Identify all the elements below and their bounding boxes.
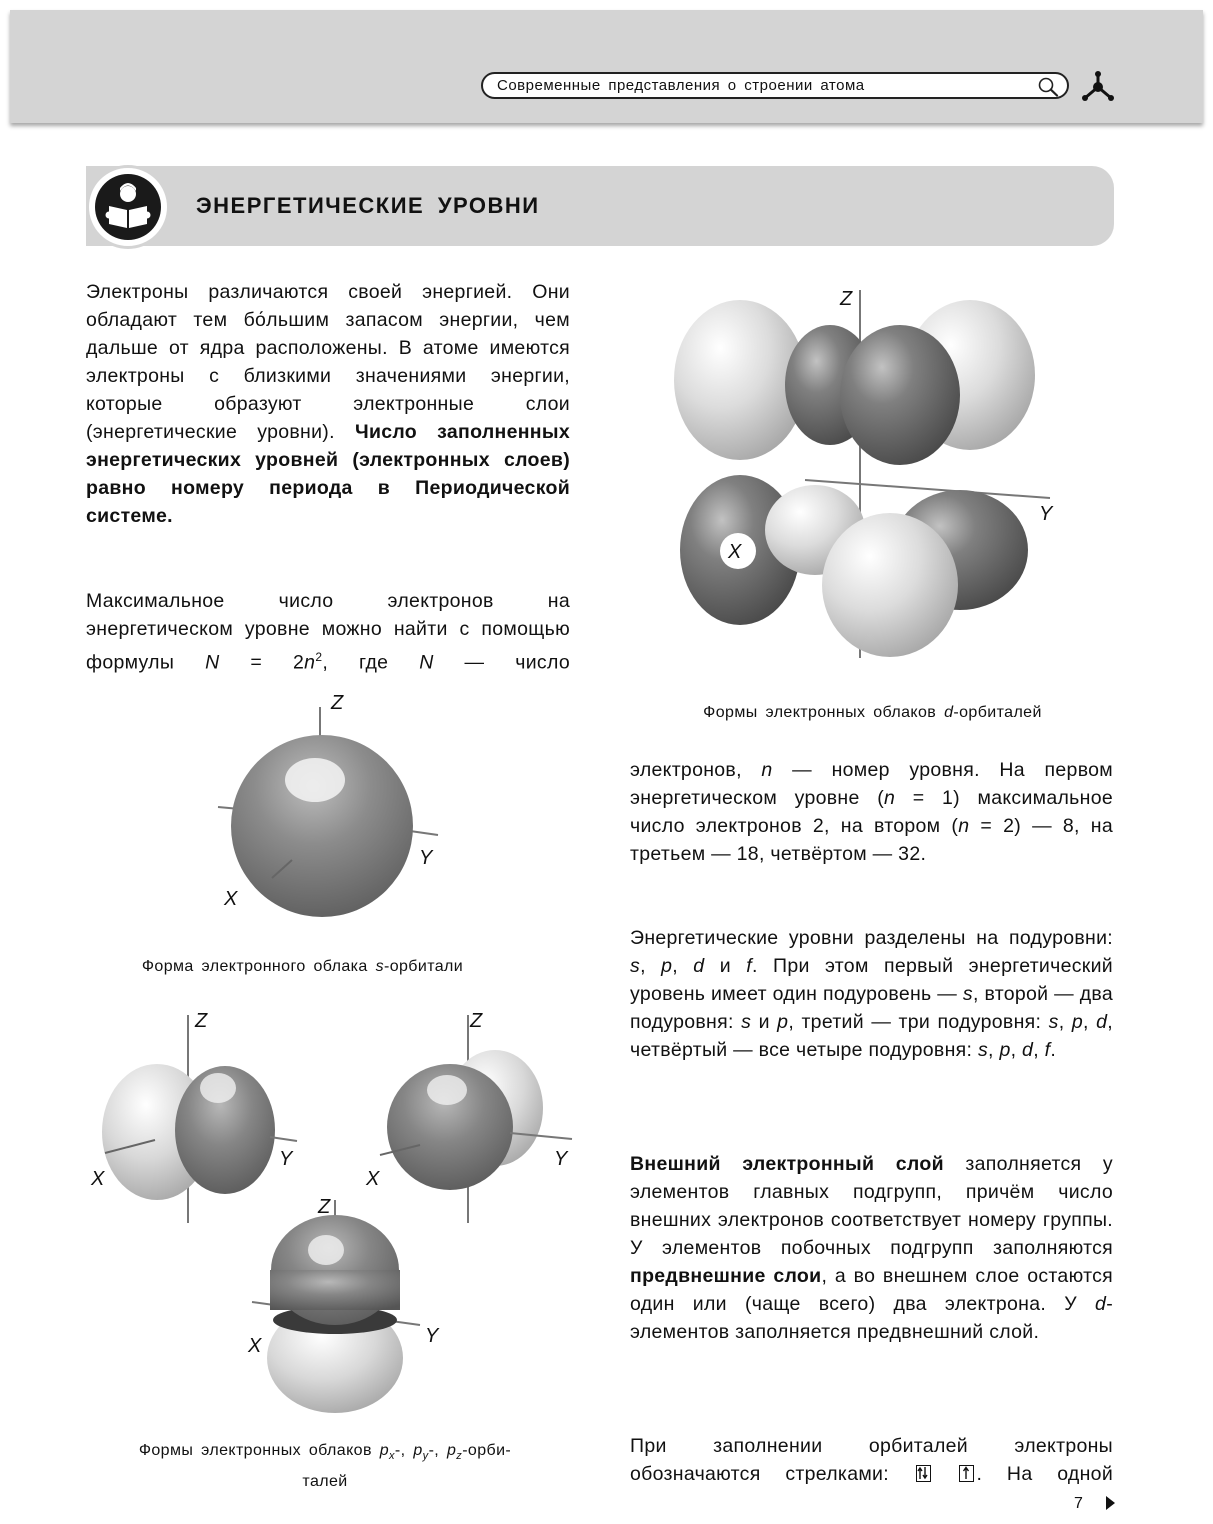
caption-italic: p	[446, 1442, 457, 1459]
italic-term: s	[977, 1039, 989, 1061]
italic-term: n	[958, 815, 970, 837]
paragraph-bold-rule: Число заполненных энергетических уровней (электронных слоев) равно номеру периода в Периодической системе.	[86, 421, 570, 527]
bold-term: предвнешние слои	[630, 1265, 822, 1287]
paragraph-energy-levels	[86, 278, 570, 530]
axis-label-z: Z	[318, 1196, 331, 1218]
search-box[interactable]	[481, 72, 1069, 99]
s-orbital-figure	[210, 685, 460, 925]
caption-p-orbitals	[60, 1438, 590, 1494]
axis-label-z: Z	[331, 692, 344, 714]
italic-term: s	[962, 983, 973, 1005]
caption-s-orbital	[70, 958, 535, 976]
paragraph-text: . При этом первый энергетический уровень имеет один подуровень —	[630, 955, 1113, 1005]
axis-label-z: Z	[195, 1010, 208, 1032]
lobe-dark	[840, 325, 960, 465]
paragraph-text: , третий — три подуровня:	[788, 1011, 1049, 1033]
italic-term: p	[999, 1039, 1011, 1061]
axis-label-z: Z	[840, 288, 853, 310]
italic-term: n	[884, 787, 896, 809]
caption-sub: x	[389, 1450, 395, 1463]
d-orbitals-figure	[665, 280, 1065, 665]
paragraph-text: Максимальное число электронов на энергетическом уровне можно найти с помощью формулы	[86, 590, 570, 674]
caption-text: -орбиталей	[953, 704, 1042, 721]
bold-term: Внешний электронный слой	[630, 1153, 944, 1175]
axis-label-y: Y	[554, 1148, 568, 1170]
paragraph-text: , второй — два подуровня:	[630, 983, 1113, 1033]
paragraph-text: электронов,	[630, 759, 762, 781]
caption-sub: z	[456, 1450, 463, 1463]
italic-term: p	[1071, 1011, 1083, 1033]
paragraph-text: Энергетические уровни разделены на подуровни:	[630, 927, 1113, 949]
formula-where: , где	[322, 651, 389, 674]
formula-N2: N	[419, 651, 434, 674]
formula-exp: 2	[315, 650, 323, 664]
lobe-light	[822, 513, 958, 657]
axis-label-y: Y	[419, 847, 433, 869]
caption-text: -орби-	[462, 1442, 512, 1459]
caption-text: Формы электронных облаков	[138, 1442, 380, 1459]
search-icon[interactable]	[1037, 77, 1059, 97]
italic-term: s	[630, 955, 641, 977]
paragraph-text: , а во внешнем слое остаются один или (чаще всего) два электрона. У	[630, 1265, 1113, 1315]
running-header	[10, 10, 1203, 123]
caption-text: -,	[428, 1442, 447, 1459]
caption-text: Форма электронного облака	[141, 958, 376, 975]
italic-term: f	[1044, 1039, 1051, 1061]
paragraph-text: заполняется у элементов главных подгрупп, причём число внешних электронов соответствует номеру группы. У элементов побочных подгрупп заполняются	[630, 1153, 1113, 1259]
paragraph-text: = 1) максимальное число электронов 2, на втором (	[630, 787, 1113, 837]
italic-term: d	[1096, 1011, 1108, 1033]
axis-label-x: X	[728, 541, 742, 563]
axis-label-x: X	[224, 888, 238, 910]
italic-term: p	[777, 1011, 789, 1033]
paragraph-text-end: . На одной	[976, 1463, 1114, 1485]
next-page-arrow-icon[interactable]	[1104, 1495, 1116, 1511]
paragraph-levels-count	[630, 756, 1113, 868]
italic-term: f	[746, 955, 752, 977]
axis-label-z: Z	[470, 1010, 483, 1032]
paragraph-text: и	[751, 1011, 778, 1033]
section-title: ЭНЕРГЕТИЧЕСКИЕ УРОВНИ	[196, 193, 540, 218]
caption-text: -орбитали	[383, 958, 464, 975]
paragraph-text: ,	[672, 955, 694, 977]
italic-term: d	[1022, 1039, 1034, 1061]
caption-d-orbitals	[600, 704, 1145, 722]
axis-label-y: Y	[425, 1325, 439, 1347]
paragraph-text-end: — число	[433, 651, 571, 674]
paragraph-text: Электроны различаются своей энергией. Они обладают тем бо́льшим запасом энергии, чем дальше от ядра расположены. В атоме имеются электроны с близкими значениями энергии, которые образуют электронные слои (энергетические уровни).	[86, 281, 570, 443]
paragraph-text: ,	[1010, 1039, 1023, 1061]
caption-italic: d	[944, 704, 954, 721]
italic-term: n	[761, 759, 773, 781]
caption-text: -,	[394, 1442, 414, 1459]
axis-label-x: X	[248, 1335, 262, 1357]
running-header-title: Современные представления о строении атома	[497, 77, 865, 94]
paragraph-text: , четвёртый — все четыре подуровня:	[630, 1011, 1114, 1061]
single-electron-icon	[959, 1465, 974, 1482]
paragraph-sublevels	[630, 924, 1113, 1064]
caption-italic: p	[413, 1442, 423, 1459]
paragraph-text: = 2) — 8, на третьем — 18, четвёртом — 32.	[630, 815, 1113, 865]
section-icon-badge	[86, 165, 170, 249]
formula-n: n	[304, 651, 316, 674]
axis-label-y: Y	[1039, 503, 1053, 525]
paragraph-text: — номер уровня. На первом энергетическом уровне (	[630, 759, 1113, 809]
reader-icon	[93, 172, 163, 242]
italic-term: p	[661, 955, 673, 977]
paragraph-text: ,	[640, 955, 662, 977]
axis-label-x: X	[366, 1168, 380, 1190]
caption-text: талей	[302, 1473, 348, 1491]
axis-label-x: X	[91, 1168, 105, 1190]
paragraph-text: ,	[988, 1039, 1000, 1061]
paragraph-text: ,	[1058, 1011, 1072, 1033]
paragraph-outer-layer	[630, 1150, 1113, 1346]
italic-term: d	[1095, 1293, 1107, 1315]
paragraph-text: При заполнении орбиталей электроны обозначаются стрелками:	[630, 1435, 1113, 1485]
pz-orbital-figure	[240, 1190, 470, 1420]
caption-text: Формы электронных облаков	[703, 704, 945, 721]
formula-N: N	[205, 651, 220, 674]
paragraph-text: и	[704, 955, 747, 977]
formula-eq: = 2	[219, 651, 305, 674]
italic-term: s	[1048, 1011, 1059, 1033]
italic-term: s	[741, 1011, 752, 1033]
paragraph-text: ,	[1083, 1011, 1097, 1033]
paragraph-max-electrons	[86, 587, 570, 677]
page-number: 7	[1074, 1495, 1083, 1512]
paragraph-arrows	[630, 1432, 1113, 1488]
paired-electrons-icon	[916, 1465, 931, 1482]
axis-label-y: Y	[279, 1148, 293, 1170]
paragraph-text: .	[1050, 1039, 1057, 1061]
caption-italic: p	[379, 1442, 390, 1459]
paragraph-text: ,	[1033, 1039, 1045, 1061]
caption-sub: y	[422, 1450, 429, 1463]
italic-term: d	[693, 955, 705, 977]
caption-italic: s	[375, 958, 384, 975]
paragraph-text: -элементов заполняется предвнешний слой.	[630, 1293, 1113, 1343]
molecule-icon	[1080, 70, 1116, 104]
